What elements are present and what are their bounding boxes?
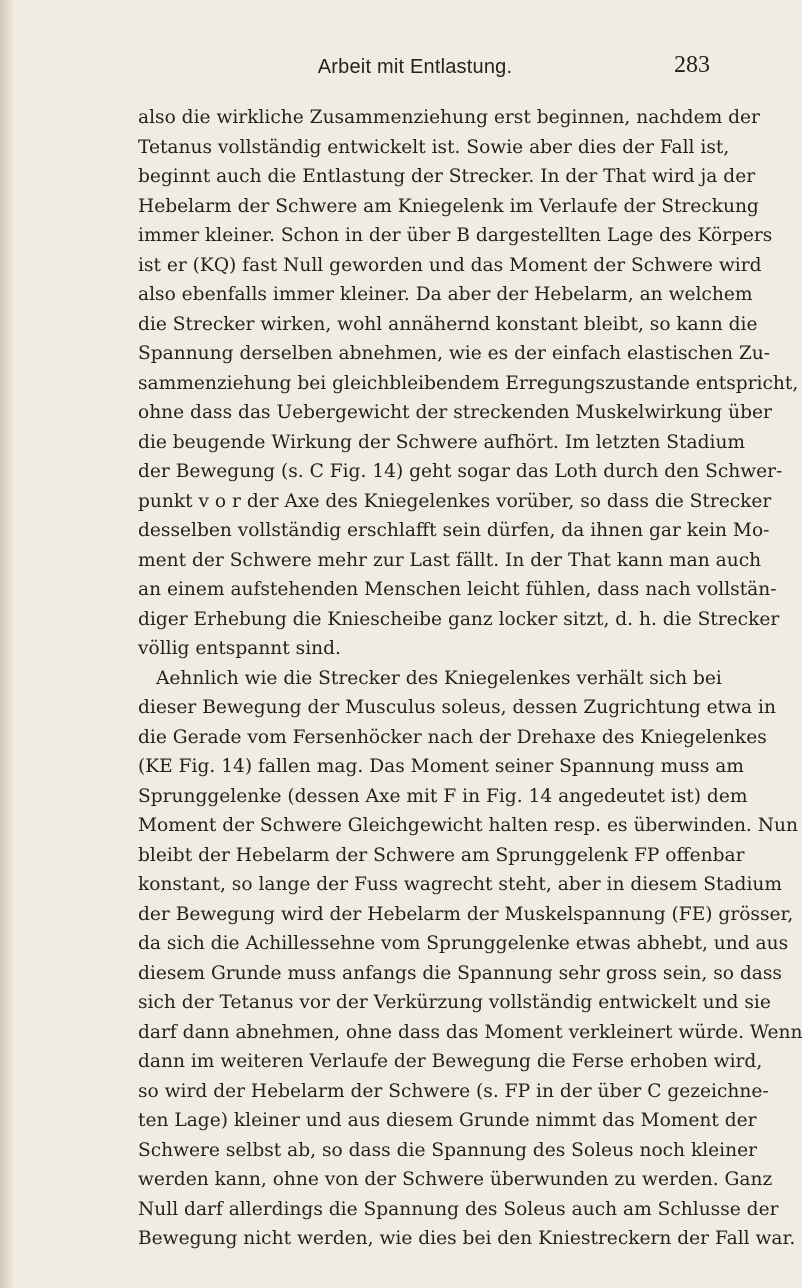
running-head: Arbeit mit Entlastung. (317, 56, 513, 78)
text-line: sammenziehung bei gleichbleibendem Erregungszustande entspricht, (138, 372, 799, 394)
text-line: beginnt auch die Entlastung der Strecker. In der That wird ja der (138, 166, 756, 187)
text-line: der Bewegung (s. C Fig. 14) geht sogar das Loth durch den Schwer- (138, 461, 783, 482)
text-line: diger Erhebung die Kniescheibe ganz locker sitzt, d. h. die Strecker (138, 608, 780, 630)
text-line: Sprunggelenke (dessen Axe mit F in Fig. 14 angedeutet ist) dem (138, 785, 748, 807)
text-line: sich der Tetanus vor der Verkürzung vollständig entwickelt und sie (138, 992, 771, 1013)
text-line: die Gerade vom Fersenhöcker nach der Drehaxe des Kniegelenkes (138, 726, 767, 748)
text-line: diesem Grunde muss anfangs die Spannung sehr gross sein, so dass (138, 962, 782, 984)
text-line: punkt v o r der Axe des Kniegelenkes vorüber, so dass die Strecker (138, 490, 772, 512)
text-line: Hebelarm der Schwere am Kniegelenk im Verlaufe der Streckung (138, 195, 759, 217)
text-line: ment der Schwere mehr zur Last fällt. In der That kann man auch (138, 549, 762, 571)
text-line: ist er (KQ) fast Null geworden und das Moment der Schwere wird (138, 254, 762, 276)
text-line: darf dann abnehmen, ohne dass das Moment verkleinert würde. Wenn (138, 1021, 802, 1043)
text-line: da sich die Achillessehne vom Sprunggelenke etwas abhebt, und aus (138, 933, 789, 954)
text-line: ohne dass das Uebergewicht der streckenden Muskelwirkung über (138, 402, 772, 423)
page-number: 283 (674, 52, 710, 78)
text-line: werden kann, ohne von der Schwere überwunden zu werden. Ganz (138, 1169, 773, 1190)
text-line: Bewegung nicht werden, wie dies bei den Kniestreckern der Fall war. (138, 1228, 796, 1249)
paragraph (138, 664, 802, 1254)
text-line: die Strecker wirken, wohl annähernd konstant bleibt, so kann die (138, 313, 758, 335)
text-line: Spannung derselben abnehmen, wie es der einfach elastischen Zu- (138, 343, 771, 364)
text-line: bleibt der Hebelarm der Schwere am Sprunggelenk FP offenbar (138, 844, 745, 866)
text-line: Aehnlich wie die Strecker des Kniegelenkes verhält sich bei (156, 667, 722, 689)
text-line: Moment der Schwere Gleichgewicht halten resp. es überwinden. Nun (138, 815, 798, 836)
text-line: dann im weiteren Verlaufe der Bewegung die Ferse erhoben wird, (138, 1051, 763, 1072)
text-line: Schwere selbst ab, so dass die Spannung des Soleus noch kleiner (138, 1139, 757, 1161)
text-line: also die wirkliche Zusammenziehung erst beginnen, nachdem der (138, 107, 760, 128)
text-line: völlig entspannt sind. (138, 638, 341, 659)
text-line: die beugende Wirkung der Schwere aufhört. Im letzten Stadium (138, 431, 746, 453)
text-line: ten Lage) kleiner und aus diesem Grunde nimmt das Moment der (138, 1110, 757, 1131)
text-line: also ebenfalls immer kleiner. Da aber der Hebelarm, an welchem (138, 284, 753, 305)
text-line: so wird der Hebelarm der Schwere (s. FP in der über C gezeichne- (138, 1080, 769, 1102)
page-binding-edge (0, 0, 14, 1288)
page-header (120, 50, 710, 86)
text-line: an einem aufstehenden Menschen leicht fühlen, dass nach vollstän- (138, 579, 777, 600)
text-line: konstant, so lange der Fuss wagrecht steht, aber in diesem Stadium (138, 874, 783, 895)
paragraph (138, 103, 799, 664)
text-line: desselben vollständig erschlafft sein dürfen, da ihnen gar kein Mo- (138, 520, 770, 541)
text-line: der Bewegung wird der Hebelarm der Muskelspannung (FE) grösser, (138, 903, 794, 925)
body-text (138, 103, 802, 1254)
text-line: Tetanus vollständig entwickelt ist. Sowie aber dies der Fall ist, (138, 136, 730, 158)
text-line: (KE Fig. 14) fallen mag. Das Moment seiner Spannung muss am (138, 756, 744, 777)
text-line: Null darf allerdings die Spannung des Soleus auch am Schlusse der (138, 1198, 779, 1220)
text-line: immer kleiner. Schon in der über B dargestellten Lage des Körpers (138, 225, 773, 246)
text-line: dieser Bewegung der Musculus soleus, dessen Zugrichtung etwa in (138, 697, 776, 718)
